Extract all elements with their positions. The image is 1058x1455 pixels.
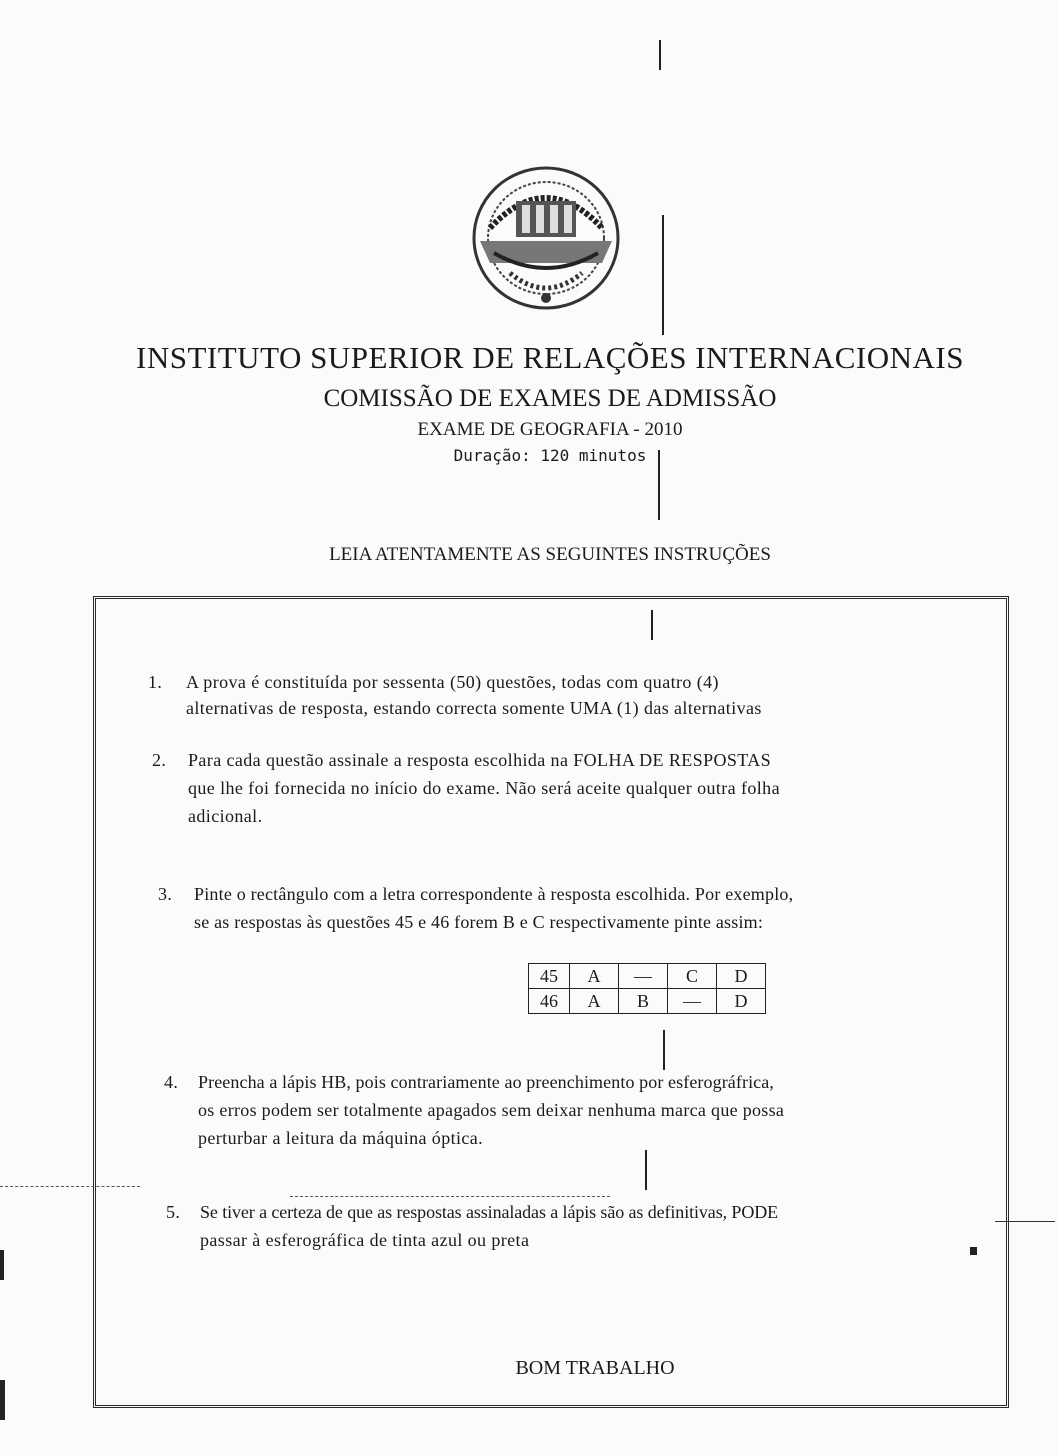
option-cell: C [668, 964, 717, 989]
scan-mark [0, 1380, 5, 1420]
scan-line [0, 1186, 140, 1187]
instruction-line: Para cada questão assinale a resposta escolhida na FOLHA DE RESPOSTAS [188, 750, 772, 770]
instruction-line: se as respostas às questões 45 e 46 forem B e C respectivamente pinte assim: [194, 912, 764, 932]
option-cell: — [619, 964, 668, 989]
scan-mark [645, 1150, 647, 1190]
scan-mark [970, 1247, 977, 1255]
scan-mark [658, 450, 660, 520]
instruction-line: Preencha a lápis HB, pois contrariamente ao preenchimento por esferográfrica, [198, 1072, 774, 1092]
instructions-heading: LEIA ATENTAMENTE AS SEGUINTES INSTRUÇÕES [329, 544, 771, 565]
instruction-line: adicional. [188, 806, 263, 826]
closing-message: BOM TRABALHO [515, 1357, 675, 1379]
option-cell: — [668, 989, 717, 1014]
scan-mark [663, 1030, 665, 1070]
table-row [529, 964, 766, 989]
scan-mark [651, 610, 653, 640]
exam-title: EXAME DE GEOGRAFIA - 2010 [417, 419, 683, 440]
scan-line [290, 1196, 610, 1197]
institute-seal [470, 163, 622, 313]
instruction-line: Pinte o rectângulo com a letra correspondente à resposta escolhida. Por exemplo, [194, 884, 794, 904]
table-row [529, 989, 766, 1014]
instruction-line: A prova é constituída por sessenta (50) questões, todas com quatro (4) [186, 672, 719, 692]
instruction-line: alternativas de resposta, estando correcta somente UMA (1) das alternativas [186, 698, 762, 718]
question-number-cell: 45 [529, 964, 570, 989]
question-number-cell: 46 [529, 989, 570, 1014]
option-cell: D [717, 989, 766, 1014]
scan-mark [659, 40, 661, 70]
instruction-number: 1. [148, 672, 163, 692]
instruction-line: que lhe foi fornecida no início do exame. Não será aceite qualquer outra folha [188, 778, 780, 798]
option-cell: B [619, 989, 668, 1014]
example-answer-table [528, 963, 766, 1014]
option-cell: D [717, 964, 766, 989]
instruction-line: Se tiver a certeza de que as respostas assinaladas a lápis são as definitivas, PODE [200, 1202, 779, 1222]
exam-duration: Duração: 120 minutos [453, 446, 647, 465]
scan-mark [0, 1250, 4, 1280]
option-cell: A [570, 964, 619, 989]
instruction-number: 4. [164, 1072, 179, 1092]
option-cell: A [570, 989, 619, 1014]
institute-title: INSTITUTO SUPERIOR DE RELAÇÕES INTERNACIONAIS [136, 340, 964, 375]
commission-title: COMISSÃO DE EXAMES DE ADMISSÃO [323, 385, 777, 412]
instruction-number: 3. [158, 884, 173, 904]
instruction-line: os erros podem ser totalmente apagados sem deixar nenhuma marca que possa [198, 1100, 785, 1120]
instruction-number: 5. [166, 1202, 181, 1222]
scan-mark [662, 215, 664, 335]
scan-line [995, 1221, 1055, 1222]
instruction-line: passar à esferográfica de tinta azul ou preta [200, 1230, 530, 1250]
instruction-number: 2. [152, 750, 167, 770]
instruction-line: perturbar a leitura da máquina óptica. [198, 1128, 484, 1148]
